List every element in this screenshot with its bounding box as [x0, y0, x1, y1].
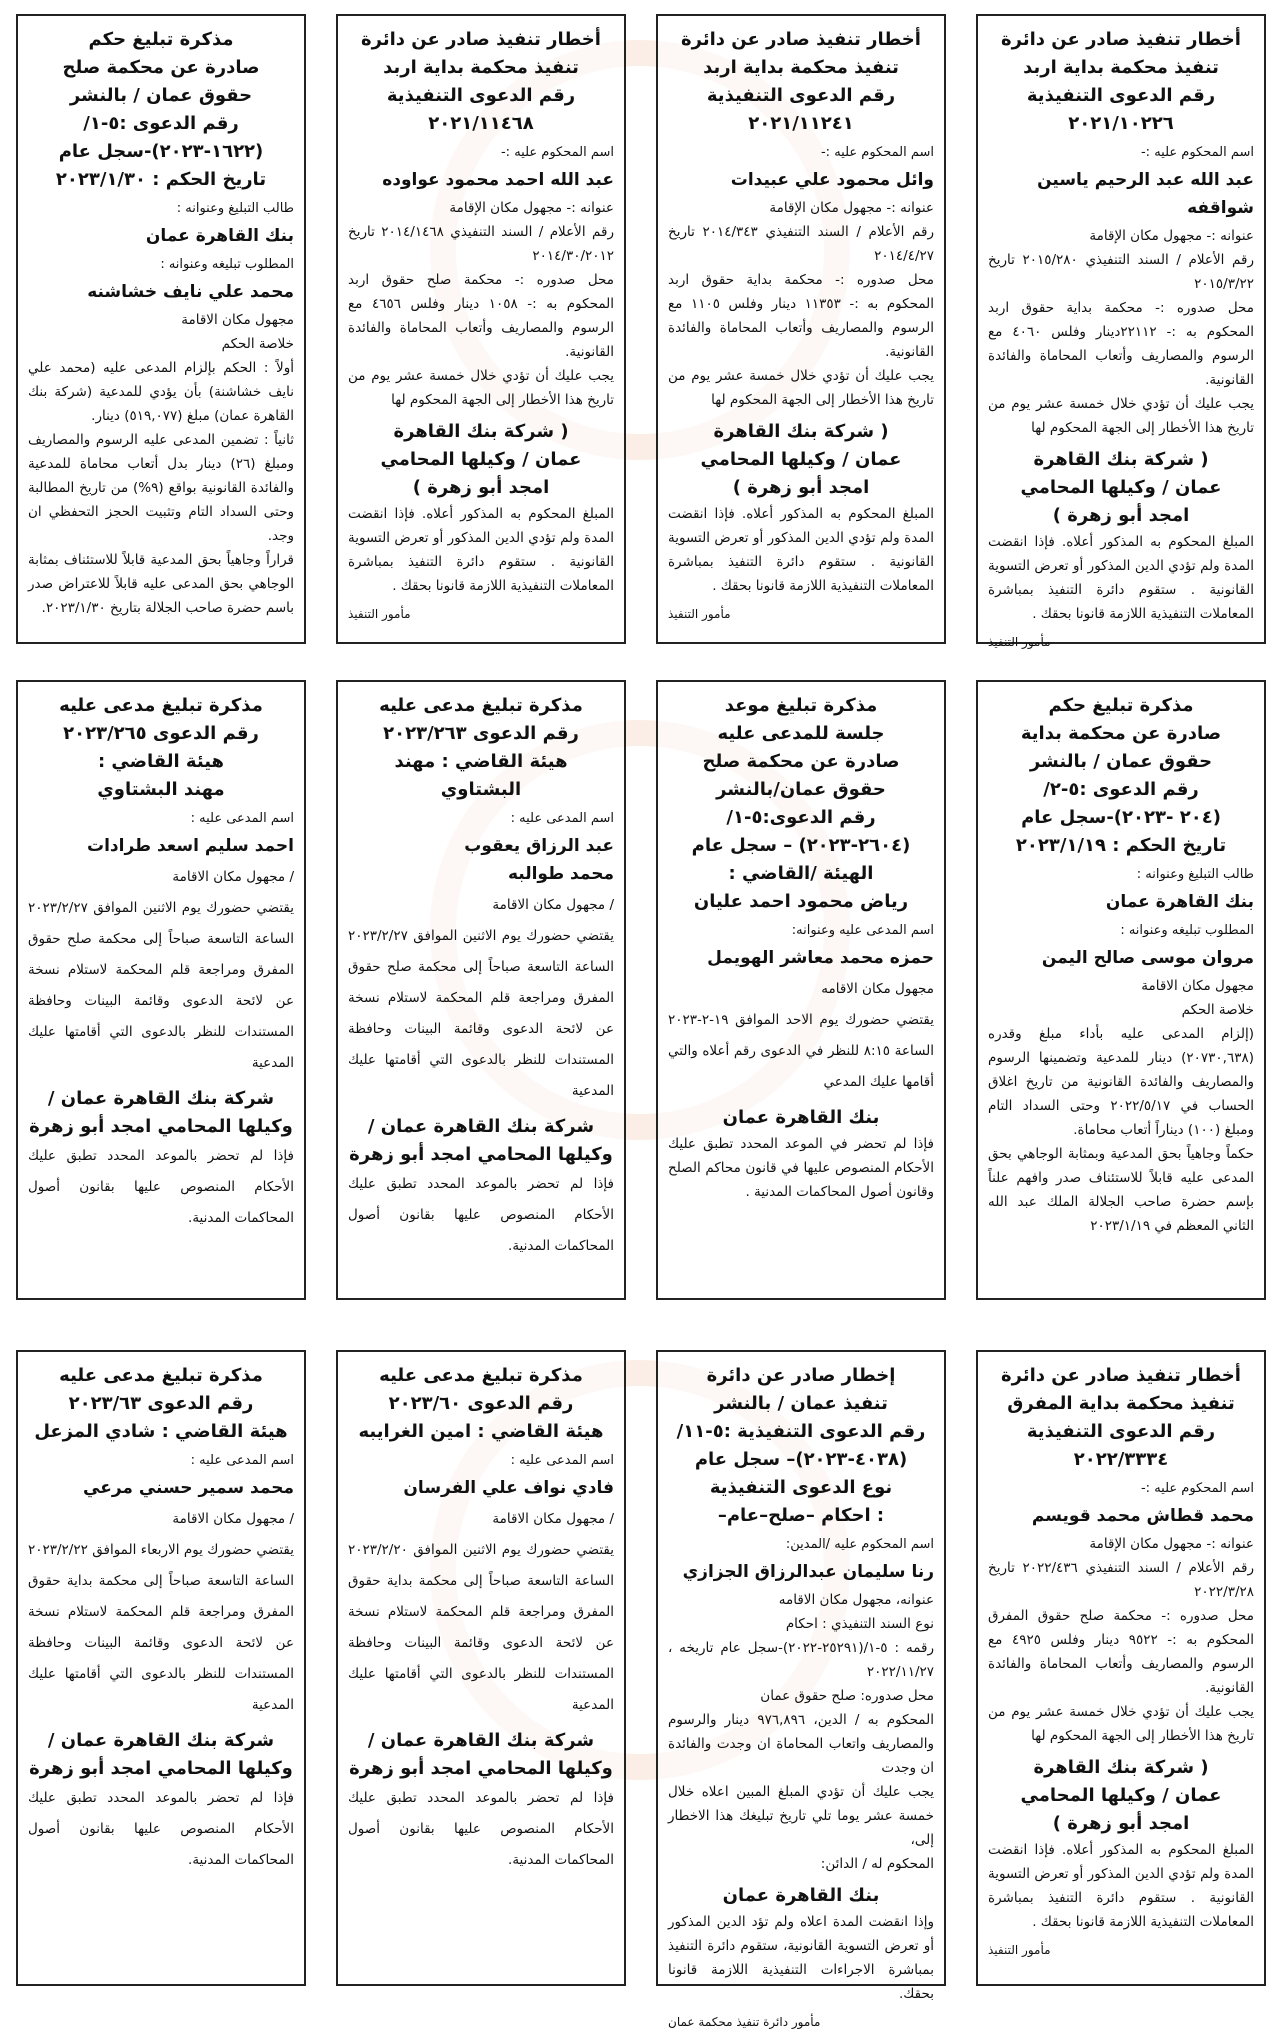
notice-body: مجهول مكان الاقامة خلاصة الحكم أولاً : الحكم بإلزام المدعى عليه (محمد علي نايف خشاشنة) بأن يؤدي للمدعية (شركة بنك القاهرة عمان) مبلغ (٥١٩,٠٧٧) دينار. ثانياً : تضمين المدعى عليه الرسوم والمصاريف ومبلغ (٢٦) دينار بدل أتعاب محاماة للمدعية والفائدة القانونية بواقع (٩%) من تاريخ المطالبة وحتى السداد التام وتثبيت الحجز التحفظي ان وجد. قراراً وجاهياً بحق المدعية قابلاً للاستئناف بمثابة الوجاهي بحق المدعى عليه قابلاً للاعتراض صدر باسم حضرة صاحب الجلالة بتاريخ ٢٠٢٣/١/٣٠.	[28, 312, 294, 616]
notice-body-continued: فإذا لم تحضر بالموعد المحدد تطبق عليك الأحكام المنصوص عليها بقانون أصول المحاكمات المدنية.	[28, 1148, 294, 1226]
notice-body: عنوانه :- مجهول مكان الإقامة رقم الأعلام / السند التنفيذي ٢٠١٤/١٤٦٨ تاريخ ٢٠١٤/٣٠/٢٠١٢ محل صدوره :- محكمة صلح حقوق اربد المحكوم به :- ١٠٥٨ دينار وفلس ٤٦٥٦ مع الرسوم والمصاريف وأتعاب المحاماة والفائدة القانونية. يجب عليك أن تؤدي خلال خمسة عشر يوم من تاريخ هذا الأخطار إلى الجهة المحكوم لها	[348, 200, 614, 408]
beneficiary-block: ( شركة بنك القاهرة عمان / وكيلها المحامي امجد أبو زهرة )	[700, 421, 902, 498]
notice-defendant-263	[336, 680, 626, 1300]
notice-hearing-amman-2604	[656, 680, 946, 1300]
notice-execution-irbid-11468	[336, 14, 626, 644]
party-name: بنك القاهرة عمان	[1105, 892, 1254, 912]
notice-body-continued: المبلغ المحكوم به المذكور أعلاه. فإذا انقضت المدة ولم تؤدي الدين المذكور أو تعرض التسوية القانونية . ستقوم دائرة التنفيذ بمباشرة المعاملات التنفيذية اللازمة قانونا بحقك .	[988, 1842, 1254, 1930]
notice-judgment-amman-204	[976, 680, 1266, 1300]
notice-label: اسم المدعى عليه :	[510, 1453, 614, 1468]
notice-body: عنوانه :- مجهول مكان الإقامة رقم الأعلام / السند التنفيذي ٢٠١٥/٢٨٠ تاريخ ٢٠١٥/٣/٢٢ محل صدوره :- محكمة بداية حقوق اربد المحكوم به :- ٢٢١١٢دينار وفلس ٤٠٦٠ مع الرسوم والمصاريف وأتعاب المحاماة والفائدة القانونية. يجب عليك أن تؤدي خلال خمسة عشر يوم من تاريخ هذا الأخطار إلى الجهة المحكوم لها	[988, 228, 1255, 436]
party-name: حمزه محمد معاشر الهويمل	[707, 948, 934, 968]
party-name: بنك القاهرة عمان	[145, 226, 294, 246]
party-name: احمد سليم اسعد طرادات	[87, 836, 294, 856]
party-name: وائل محمود علي عبيدات	[730, 170, 934, 190]
notice-heading: إخطار صادر عن دائرة تنفيذ عمان / بالنشر رقم الدعوى التنفيذية :٥-١١/ (٤٠٣٨-٢٠٢٣)– سجل عام نوع الدعوى التنفيذية : احكام –صلح–عام–	[676, 1365, 926, 1526]
notice-body: مجهول مكان الاقامه يقتضي حضورك يوم الاحد الموافق ١٩-٢-٢٠٢٣ الساعة ٨:١٥ للنظر في الدعوى رقم أعلاه والتي أقامها عليك المدعي	[668, 981, 934, 1090]
notice-signature: مأمور التنفيذ	[668, 607, 731, 621]
party-name: عبد الله احمد محمود عواوده	[382, 170, 614, 190]
notice-label: اسم المحكوم عليه :-	[1140, 145, 1254, 160]
notice-body: عنوانه :- مجهول مكان الإقامة رقم الأعلام / السند التنفيذي ٢٠١٤/٣٤٣ تاريخ ٢٠١٤/٤/٢٧ محل صدوره :- محكمة بداية حقوق اربد المحكوم به :- ١١٣٥٣ دينار وفلس ١١٠٥ مع الرسوم والمصاريف وأتعاب المحاماة والفائدة القانونية. يجب عليك أن تؤدي خلال خمسة عشر يوم من تاريخ هذا الأخطار إلى الجهة المحكوم لها	[668, 200, 935, 408]
party-name: رنا سليمان عبدالرزاق الجزازي	[682, 1562, 934, 1582]
notice-label-secondary: المطلوب تبليغه وعنوانه :	[1120, 923, 1254, 938]
notice-label: اسم المدعى عليه :	[190, 1453, 294, 1468]
notice-body-continued: وإذا انقضت المدة اعلاه ولم تؤد الدين المذكور أو تعرض التسوية القانونية، ستقوم دائرة التنفيذ بمباشرة الاجراءات التنفيذية اللازمة قانونا بحقك.	[668, 1914, 934, 2002]
notice-heading: أخطار تنفيذ صادر عن دائرة تنفيذ محكمة بداية اربد رقم الدعوى التنفيذية ٢٠٢١/١١٤٦٨	[361, 29, 601, 134]
notice-body-continued: فإذا لم تحضر بالموعد المحدد تطبق عليك الأحكام المنصوص عليها بقانون أصول المحاكمات المدنية.	[348, 1176, 614, 1254]
notice-label: اسم المحكوم عليه /المدين:	[785, 1537, 934, 1552]
notice-label: اسم المحكوم عليه :-	[1140, 1481, 1254, 1496]
notice-body-continued: المبلغ المحكوم به المذكور أعلاه. فإذا انقضت المدة ولم تؤدي الدين المذكور أو تعرض التسوية القانونية . ستقوم دائرة التنفيذ بمباشرة المعاملات التنفيذية اللازمة قانونا بحقك .	[348, 506, 614, 594]
notice-heading: أخطار تنفيذ صادر عن دائرة تنفيذ محكمة بداية اربد رقم الدعوى التنفيذية ٢٠٢١/١٠٢٢٦	[1001, 29, 1241, 134]
notice-execution-irbid-11241	[656, 14, 946, 644]
notice-body-continued: المبلغ المحكوم به المذكور أعلاه. فإذا انقضت المدة ولم تؤدي الدين المذكور أو تعرض التسوية القانونية . ستقوم دائرة التنفيذ بمباشرة المعاملات التنفيذية اللازمة قانونا بحقك .	[988, 534, 1254, 622]
notice-label-secondary: المطلوب تبليغه وعنوانه :	[160, 257, 294, 272]
beneficiary-block: ( شركة بنك القاهرة عمان / وكيلها المحامي امجد أبو زهرة )	[380, 421, 582, 498]
notice-body: مجهول مكان الاقامة خلاصة الحكم (إلزام المدعى عليه بأداء مبلغ وقدره (٢٠٧٣٠,٦٣٨) دينار للمدعية وتضمينها الرسوم والمصاريف والفائدة القانونية من تاريخ اغلاق الحساب في ٢٠٢٢/٥/١٧ وحتى السداد التام ومبلغ (١٠٠) ديناراً أتعاب محاماة. حكماً وجاهياً بحق المدعية وبمثابة الوجاهي بحق المدعى عليه قابلاً للاستئناف صدر وافهم علناً بإسم حضرة صاحب الجلالة الملك عبد الله الثاني المعظم في ٢٠٢٣/١/١٩	[988, 978, 1255, 1234]
notice-body-continued: فإذا لم تحضر بالموعد المحدد تطبق عليك الأحكام المنصوص عليها بقانون أصول المحاكمات المدنية.	[28, 1790, 294, 1868]
party-name: عبد الرزاق يعقوب محمد طوالبه	[464, 836, 614, 884]
notice-heading: مذكرة تبليغ مدعى عليه رقم الدعوى ٢٠٢٣/٦٠ هيئة القاضي : امين الغرايبه	[358, 1365, 604, 1442]
notice-heading: أخطار تنفيذ صادر عن دائرة تنفيذ محكمة بداية المفرق رقم الدعوى التنفيذية ٢٠٢٢/٣٣٣٤	[1001, 1365, 1241, 1470]
notice-signature: مأمور التنفيذ	[348, 607, 411, 621]
notice-body-continued: فإذا لم تحضر في الموعد المحدد تطبق عليك الأحكام المنصوص عليها في قانون محاكم الصلح وقانون أصول المحاكمات المدنية .	[668, 1136, 934, 1200]
notice-body-continued: فإذا لم تحضر بالموعد المحدد تطبق عليك الأحكام المنصوص عليها بقانون أصول المحاكمات المدنية.	[348, 1790, 614, 1868]
notice-defendant-265	[16, 680, 306, 1300]
notice-heading: أخطار تنفيذ صادر عن دائرة تنفيذ محكمة بداية اربد رقم الدعوى التنفيذية ٢٠٢١/١١٢٤١	[681, 29, 921, 134]
notice-execution-amman-4038	[656, 1350, 946, 2029]
beneficiary-block: ( شركة بنك القاهرة عمان / وكيلها المحامي امجد أبو زهرة )	[1020, 1757, 1222, 1834]
beneficiary-block: بنك القاهرة عمان	[722, 1107, 880, 1128]
party-name: فادي نواف علي الفرسان	[403, 1478, 614, 1498]
party-name: محمد سمير حسني مرعي	[83, 1478, 294, 1498]
party-name-secondary: محمد علي نايف خشاشنه	[87, 282, 294, 302]
notice-execution-mafraq-3334	[976, 1350, 1266, 1986]
beneficiary-block: ( شركة بنك القاهرة عمان / وكيلها المحامي امجد أبو زهرة )	[1020, 449, 1222, 526]
notice-label: اسم المدعى عليه :	[510, 811, 614, 826]
notice-heading: مذكرة تبليغ مدعى عليه رقم الدعوى ٢٠٢٣/٦٣ هيئة القاضي : شادي المزعل	[34, 1365, 288, 1442]
notice-body: / مجهول مكان الاقامة يقتضي حضورك يوم الاثنين الموافق ٢٠٢٣/٢/٢٠ الساعة التاسعة صباحاً إلى محكمة بداية حقوق المفرق ومراجعة قلم المحكمة لاستلام نسخة عن لائحة الدعوى وقائمة البينات وحافظة المستندات للنظر بالدعوى التي أقامتها عليك المدعية	[348, 1511, 614, 1713]
notice-body-continued: المبلغ المحكوم به المذكور أعلاه. فإذا انقضت المدة ولم تؤدي الدين المذكور أو تعرض التسوية القانونية . ستقوم دائرة التنفيذ بمباشرة المعاملات التنفيذية اللازمة قانونا بحقك .	[668, 506, 934, 594]
notice-heading: مذكرة تبليغ موعد جلسة للمدعى عليه صادرة عن محكمة صلح حقوق عمان/بالنشر رقم الدعوى:٥-١/ (٢٦٠٤-٢٠٢٣) – سجل عام الهيئة /القاضي : رياض محمود احمد عليان	[691, 695, 911, 912]
party-name: عبد الله عبد الرحيم ياسين شواقفه	[1037, 170, 1254, 218]
notice-heading: مذكرة تبليغ مدعى عليه رقم الدعوى ٢٠٢٣/٢٦٥ هيئة القاضي : مهند البشتاوي	[59, 695, 263, 800]
notice-label: طالب التبليغ وعنوانه :	[1136, 867, 1254, 882]
notice-judgment-amman-1622	[16, 14, 306, 644]
notice-label: اسم المحكوم عليه :-	[820, 145, 934, 160]
notice-defendant-63	[16, 1350, 306, 1986]
beneficiary-block: شركة بنك القاهرة عمان / وكيلها المحامي امجد أبو زهرة	[29, 1730, 293, 1779]
notice-body: عنوانه :- مجهول مكان الإقامة رقم الأعلام / السند التنفيذي ٢٠٢٢/٤٣٦ تاريخ ٢٠٢٢/٣/٢٨ محل صدوره :- محكمة صلح حقوق المفرق المحكوم به :- ٩٥٢٢ دينار وفلس ٤٩٢٥ مع الرسوم والمصاريف وأتعاب المحاماة والفائدة القانونية. يجب عليك أن تؤدي خلال خمسة عشر يوم من تاريخ هذا الأخطار إلى الجهة المحكوم لها	[988, 1536, 1255, 1744]
notice-defendant-60	[336, 1350, 626, 1986]
beneficiary-block: بنك القاهرة عمان	[722, 1885, 880, 1906]
notice-signature: مأمور التنفيذ	[988, 1943, 1051, 1957]
notice-execution-irbid-10226	[976, 14, 1266, 649]
notice-signature: مأمور دائرة تنفيذ محكمة عمان	[668, 2015, 821, 2029]
notice-label: طالب التبليغ وعنوانه :	[176, 201, 294, 216]
notice-label: اسم المحكوم عليه :-	[500, 145, 614, 160]
notice-label: اسم المدعى عليه وعنوانه:	[791, 923, 934, 938]
notice-body: / مجهول مكان الاقامة يقتضي حضورك يوم الاثنين الموافق ٢٠٢٣/٢/٢٧ الساعة التاسعة صباحاً إلى محكمة صلح حقوق المفرق ومراجعة قلم المحكمة لاستلام نسخة عن لائحة الدعوى وقائمة البينات وحافظة المستندات للنظر بالدعوى التي أقامتها عليك المدعية	[28, 869, 294, 1071]
notice-body: / مجهول مكان الاقامة يقتضي حضورك يوم الاربعاء الموافق ٢٠٢٣/٢/٢٢ الساعة التاسعة صباحاً إلى محكمة بداية حقوق المفرق ومراجعة قلم المحكمة لاستلام نسخة عن لائحة الدعوى وقائمة البينات وحافظة المستندات للنظر بالدعوى التي أقامتها عليك المدعية	[28, 1511, 294, 1713]
notice-heading: مذكرة تبليغ حكم صادرة عن محكمة صلح حقوق عمان / بالنشر رقم الدعوى :٥-١/ (١٦٢٢-٢٠٢٣)-سجل عام تاريخ الحكم : ٢٠٢٣/١/٣٠	[55, 29, 267, 190]
party-name-secondary: مروان موسى صالح اليمن	[1041, 948, 1254, 968]
notice-body: عنوانه، مجهول مكان الاقامه نوع السند التنفيذي : احكام رقمه : ٥-١/(٢٥٢٩١-٢٠٢٢)-سجل عام تاريخه ، ٢٠٢٢/١١/٢٧ محل صدوره: صلح حقوق عمان المحكوم به / الدين، ٩٧٦,٨٩٦ دينار والرسوم والمصاريف واتعاب المحاماة ان وجدت والفائدة ان وجدت يجب عليك أن تؤدي المبلغ المبين اعلاه خلال خمسة عشر يوما تلي تاريخ تبليغك هذا الاخطار إلى، المحكوم له / الدائن:	[668, 1592, 934, 1872]
notice-heading: مذكرة تبليغ حكم صادرة عن محكمة بداية حقوق عمان / بالنشر رقم الدعوى :٥-٢/ (٢٠٤ -٢٠٢٣)-سجل عام تاريخ الحكم : ٢٠٢٣/١/١٩	[1015, 695, 1227, 856]
beneficiary-block: شركة بنك القاهرة عمان / وكيلها المحامي امجد أبو زهرة	[29, 1088, 293, 1137]
party-name: محمد قطاش محمد قويسم	[1031, 1506, 1254, 1526]
notice-heading: مذكرة تبليغ مدعى عليه رقم الدعوى ٢٠٢٣/٢٦٣ هيئة القاضي : مهند البشتاوي	[379, 695, 583, 800]
notice-label: اسم المدعى عليه :	[190, 811, 294, 826]
notice-signature: مأمور التنفيذ	[988, 635, 1051, 649]
beneficiary-block: شركة بنك القاهرة عمان / وكيلها المحامي امجد أبو زهرة	[349, 1116, 613, 1165]
beneficiary-block: شركة بنك القاهرة عمان / وكيلها المحامي امجد أبو زهرة	[349, 1730, 613, 1779]
notice-body: / مجهول مكان الاقامة يقتضي حضورك يوم الاثنين الموافق ٢٠٢٣/٢/٢٧ الساعة التاسعة صباحاً إلى محكمة صلح حقوق المفرق ومراجعة قلم المحكمة لاستلام نسخة عن لائحة الدعوى وقائمة البينات وحافظة المستندات للنظر بالدعوى التي أقامتها عليك المدعية	[348, 897, 614, 1099]
